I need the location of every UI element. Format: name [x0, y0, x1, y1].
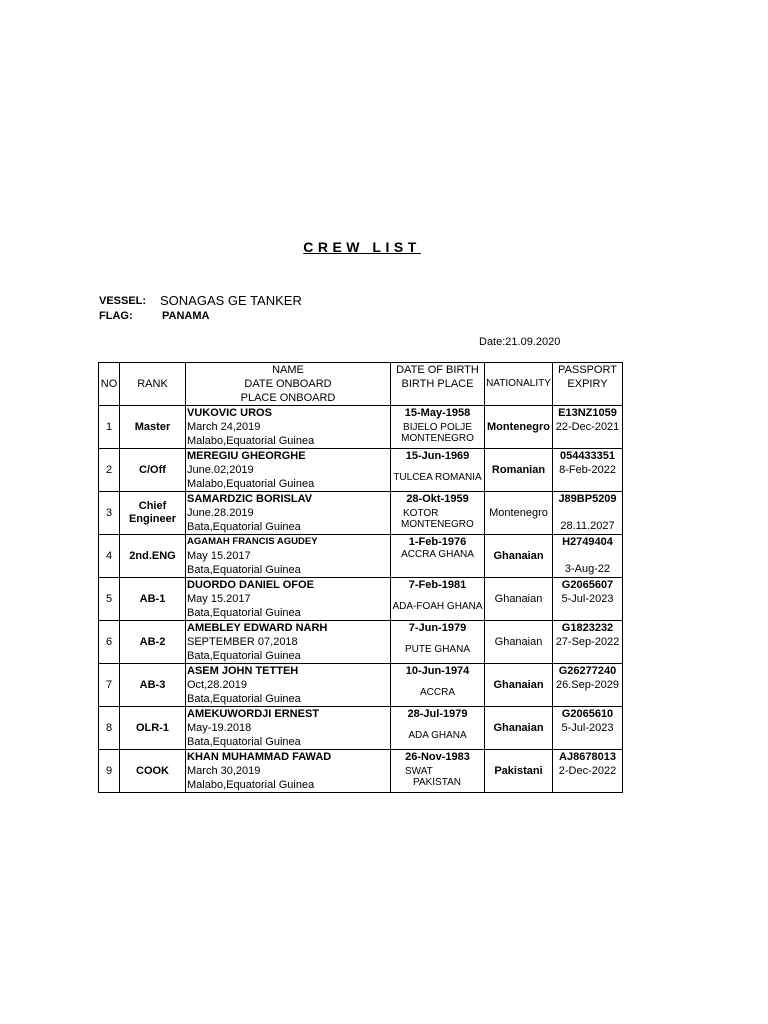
row-rank: 2nd.ENG	[120, 535, 186, 578]
flag-value: PANAMA	[162, 310, 210, 322]
date-of-birth: 26-Nov-1983	[405, 751, 470, 763]
place-onboard: Bata,Equatorial Guinea	[187, 607, 301, 619]
passport-expiry: 5-Jul-2023	[561, 722, 614, 734]
header-birth-place: BIRTH PLACE	[401, 378, 474, 390]
passport-number: G2065610	[561, 708, 614, 720]
crew-name: SAMARDZIC BORISLAV	[187, 493, 313, 505]
rank-line-2: Engineer	[128, 513, 177, 525]
passport-expiry: 22-Dec-2021	[555, 421, 620, 433]
birth-place: ACCRA	[419, 687, 455, 698]
row-no: 2	[99, 449, 120, 492]
nationality: Pakistani	[485, 750, 553, 793]
row-no: 9	[99, 750, 120, 793]
table-row	[99, 578, 623, 621]
place-onboard: Bata,Equatorial Guinea	[187, 650, 301, 662]
crew-name: MEREGIU GHEORGHE	[187, 450, 306, 462]
row-rank: COOK	[120, 750, 186, 793]
birth-place-2: MONTENEGRO	[401, 433, 474, 444]
nationality: Ghanaian	[485, 621, 553, 664]
passport-expiry: 5-Jul-2023	[561, 593, 614, 605]
row-rank: AB-3	[120, 664, 186, 707]
date-onboard: May 15.2017	[187, 593, 251, 605]
row-no: 8	[99, 707, 120, 750]
row-name-cell	[186, 664, 391, 707]
row-rank: AB-1	[120, 578, 186, 621]
date-of-birth: 15-Jun-1969	[405, 450, 470, 462]
passport-expiry: 27-Sep-2022	[555, 636, 620, 648]
row-dob-cell	[391, 535, 485, 578]
row-dob-cell	[391, 449, 485, 492]
place-onboard: Malabo,Equatorial Guinea	[187, 478, 315, 490]
rank-line-1: Chief	[138, 500, 167, 512]
row-passport-cell	[553, 492, 623, 535]
header-dob	[391, 363, 485, 406]
nationality: Ghanaian	[485, 707, 553, 750]
passport-number: E13NZ1059	[558, 407, 617, 419]
flag-label: FLAG:	[99, 310, 133, 322]
date-onboard: Oct,28.2019	[187, 679, 247, 691]
date-onboard: SEPTEMBER 07,2018	[187, 636, 298, 648]
date-onboard: May-19.2018	[187, 722, 252, 734]
birth-place-2: MONTENEGRO	[401, 519, 474, 530]
row-passport-cell	[553, 535, 623, 578]
row-name-cell	[186, 492, 391, 535]
date-onboard: June.02,2019	[187, 464, 254, 476]
date-onboard: March 30,2019	[187, 765, 261, 777]
date-onboard: March 24,2019	[187, 421, 261, 433]
nationality: Montenegro	[485, 492, 553, 535]
passport-number: H2749404	[562, 536, 613, 548]
place-onboard: Bata,Equatorial Guinea	[187, 736, 301, 748]
date-onboard: May 15.2017	[187, 550, 251, 562]
crew-name: VUKOVIC UROS	[187, 407, 272, 419]
place-onboard: Bata,Equatorial Guinea	[187, 693, 301, 705]
nationality: Montenegro	[485, 406, 553, 449]
birth-place: PUTE GHANA	[404, 644, 470, 655]
birth-place: TULCEA ROMANIA	[393, 472, 482, 483]
birth-place: ADA-FOAH GHANA	[392, 601, 483, 612]
row-name-cell	[186, 621, 391, 664]
document-title: CREW LIST	[303, 239, 421, 255]
crew-name: DUORDO DANIEL OFOE	[187, 579, 314, 591]
row-passport-cell	[553, 406, 623, 449]
date-of-birth: 28-Okt-1959	[406, 493, 469, 505]
row-dob-cell	[391, 578, 485, 621]
birth-place: ACCRA GHANA	[401, 549, 474, 560]
row-dob-cell	[391, 621, 485, 664]
date-onboard: June.28.2019	[187, 507, 254, 519]
row-name-cell	[186, 750, 391, 793]
row-no: 4	[99, 535, 120, 578]
passport-number: G26277240	[558, 665, 617, 677]
row-rank: C/Off	[120, 449, 186, 492]
header-no: NO	[99, 363, 120, 406]
table-row	[99, 664, 623, 707]
crew-table	[98, 362, 623, 793]
header-name-label: NAME	[272, 364, 304, 376]
passport-number: 054433351	[559, 450, 616, 462]
nationality: Romanian	[485, 449, 553, 492]
row-rank: OLR-1	[120, 707, 186, 750]
table-row	[99, 707, 623, 750]
row-dob-cell	[391, 406, 485, 449]
birth-place: ADA GHANA	[408, 730, 467, 741]
place-onboard: Bata,Equatorial Guinea	[187, 521, 301, 533]
table-row	[99, 535, 623, 578]
row-no: 6	[99, 621, 120, 664]
row-rank: Master	[120, 406, 186, 449]
header-dob-label: DATE OF BIRTH	[396, 364, 479, 376]
row-dob-cell	[391, 664, 485, 707]
birth-place: BIJELO POLJE	[403, 422, 472, 433]
date-of-birth: 28-Jul-1979	[407, 708, 468, 720]
place-onboard: Bata,Equatorial Guinea	[187, 564, 301, 576]
passport-expiry: 2-Dec-2022	[558, 765, 617, 777]
place-onboard: Malabo,Equatorial Guinea	[187, 779, 315, 791]
row-dob-cell	[391, 492, 485, 535]
table-row	[99, 449, 623, 492]
birth-place-2: PAKISTAN	[413, 777, 461, 788]
nationality: Ghanaian	[485, 664, 553, 707]
header-rank: RANK	[120, 363, 186, 406]
row-passport-cell	[553, 664, 623, 707]
table-row	[99, 406, 623, 449]
row-passport-cell	[553, 621, 623, 664]
passport-number: G1823232	[561, 622, 614, 634]
row-rank	[120, 492, 186, 535]
passport-expiry: 28.11.2027	[560, 520, 615, 532]
passport-number: G2065607	[561, 579, 614, 591]
birth-place: KOTOR	[403, 508, 439, 519]
row-passport-cell	[553, 449, 623, 492]
vessel-name: SONAGAS GE TANKER	[160, 293, 302, 308]
crew-name: AMEBLEY EDWARD NARH	[187, 622, 328, 634]
date-of-birth: 15-May-1958	[404, 407, 471, 419]
row-no: 1	[99, 406, 120, 449]
row-passport-cell	[553, 578, 623, 621]
header-passport-label: PASSPORT	[558, 364, 617, 376]
row-name-cell	[186, 707, 391, 750]
header-place-onboard: PLACE ONBOARD	[240, 392, 336, 404]
date-of-birth: 1-Feb-1976	[408, 536, 467, 548]
nationality: Ghanaian	[485, 578, 553, 621]
passport-expiry: 3-Aug-22	[564, 563, 611, 575]
vessel-label: VESSEL:	[99, 295, 147, 307]
header-name	[186, 363, 391, 406]
row-passport-cell	[553, 707, 623, 750]
table-row	[99, 621, 623, 664]
row-no: 7	[99, 664, 120, 707]
passport-number: AJ8678013	[559, 751, 616, 763]
date-of-birth: 7-Jun-1979	[408, 622, 467, 634]
row-name-cell	[186, 535, 391, 578]
row-no: 5	[99, 578, 120, 621]
header-expiry: EXPIRY	[567, 378, 608, 390]
header-row	[99, 363, 623, 406]
table-row	[99, 750, 623, 793]
date-of-birth: 7-Feb-1981	[408, 579, 467, 591]
crew-name: AGAMAH FRANCIS AGUDEY	[187, 536, 318, 547]
document-date: Date:21.09.2020	[479, 336, 561, 348]
table-row	[99, 492, 623, 535]
row-name-cell	[186, 406, 391, 449]
crew-name: AMEKUWORDJI ERNEST	[187, 708, 320, 720]
row-dob-cell	[391, 707, 485, 750]
place-onboard: Malabo,Equatorial Guinea	[187, 435, 315, 447]
header-passport	[553, 363, 623, 406]
crew-name: ASEM JOHN TETTEH	[187, 665, 299, 677]
passport-number: J89BP5209	[558, 493, 617, 505]
row-name-cell	[186, 578, 391, 621]
row-dob-cell	[391, 750, 485, 793]
row-rank: AB-2	[120, 621, 186, 664]
date-of-birth: 10-Jun-1974	[405, 665, 470, 677]
passport-expiry: 26.Sep-2029	[556, 679, 619, 691]
row-no: 3	[99, 492, 120, 535]
header-date-onboard: DATE ONBOARD	[244, 378, 332, 390]
birth-place: SWAT	[405, 766, 433, 777]
row-passport-cell	[553, 750, 623, 793]
row-name-cell	[186, 449, 391, 492]
crew-name: KHAN MUHAMMAD FAWAD	[187, 751, 332, 763]
passport-expiry: 8-Feb-2022	[559, 464, 616, 476]
header-nationality: NATIONALITY	[485, 363, 553, 406]
nationality: Ghanaian	[485, 535, 553, 578]
